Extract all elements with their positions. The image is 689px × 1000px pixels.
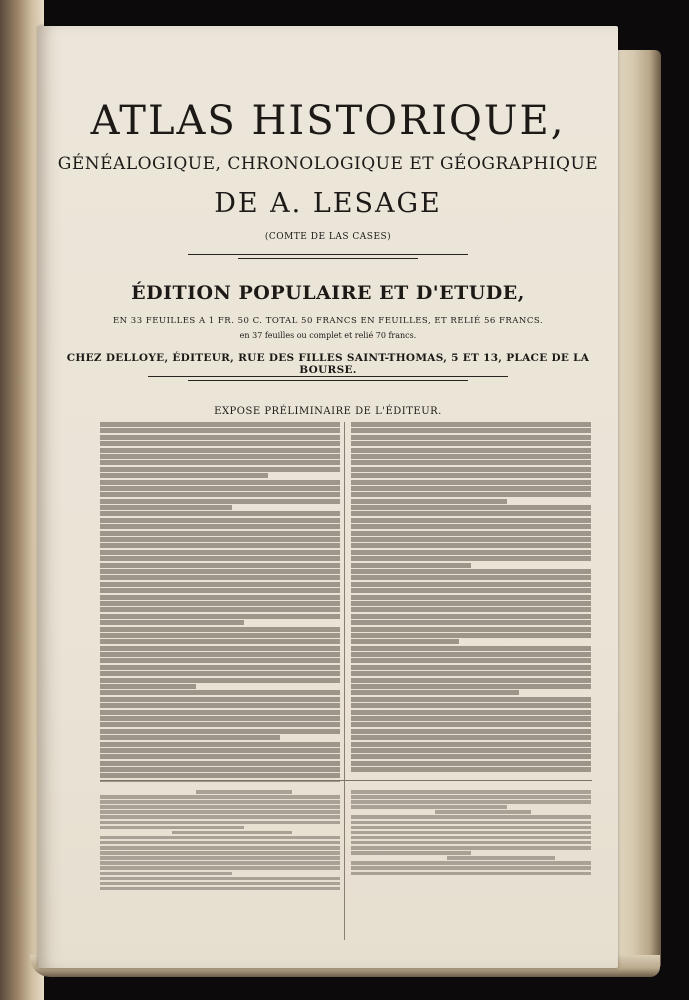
- section-rule: [148, 376, 508, 377]
- section-rule-short: [188, 380, 468, 381]
- footnotes-left: [100, 790, 340, 940]
- author-line: DE A. LESAGE: [214, 188, 442, 219]
- author-note: (COMTE DE LAS CASES): [264, 232, 392, 242]
- footnotes-right: [351, 790, 591, 940]
- atlas-title: ATLAS HISTORIQUE,: [90, 98, 566, 144]
- body-column-right: [351, 422, 591, 782]
- title-page: [38, 26, 618, 968]
- edition-price-line: EN 33 FEUILLES A 1 FR. 50 C. TOTAL 50 FRANCS EN FEUILLES, ET RELIÉ 56 FRANCS.: [112, 316, 544, 326]
- divider-rule: [188, 254, 468, 255]
- edition-heading: ÉDITION POPULAIRE ET D'ETUDE,: [131, 282, 525, 304]
- edition-price-line-2: en 37 feuilles ou complet et relié 70 francs.: [239, 331, 417, 340]
- divider-rule-short: [238, 258, 418, 259]
- atlas-subtitle: GÉNÉALOGIQUE, CHRONOLOGIQUE ET GÉOGRAPHIQUE: [57, 154, 599, 174]
- publisher-line: CHEZ DELLOYE, ÉDITEUR, RUE DES FILLES SAINT-THOMAS, 5 ET 13, PLACE DE LA BOURSE.: [66, 352, 590, 376]
- body-column-left: [100, 422, 340, 782]
- column-divider: [344, 422, 345, 940]
- section-heading: EXPOSE PRÉLIMINAIRE DE L'ÉDITEUR.: [214, 406, 442, 417]
- footnote-rule: [100, 780, 592, 781]
